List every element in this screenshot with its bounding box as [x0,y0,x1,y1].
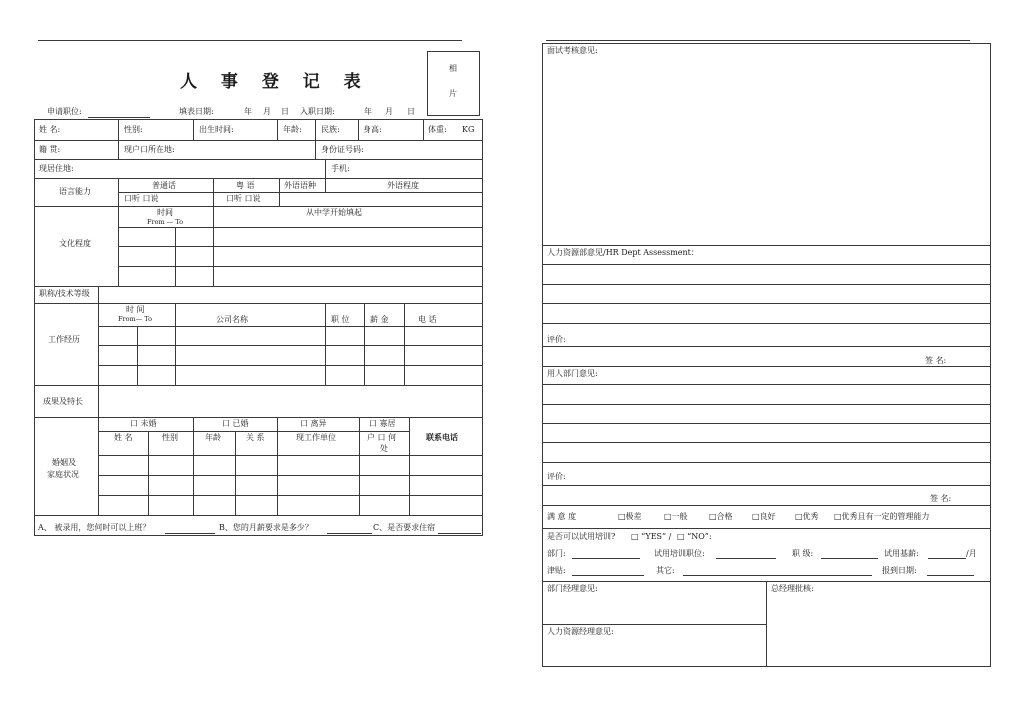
weight-unit: KG [462,125,475,134]
date-year: 年 [244,107,252,116]
date-day: 日 [281,107,289,116]
mandarin-checkboxes[interactable]: 口听 口说 [124,194,159,203]
form-title: 人 事 登 记 表 [180,72,370,92]
question-c-field[interactable] [438,533,481,534]
question-a-field[interactable] [165,533,215,534]
married-checkbox[interactable]: 口 已婚 [222,419,249,428]
position-applied-label: 申请职位: [47,107,82,116]
gm-approval-label: 总经理批核: [771,584,814,593]
dept-manager-label: 部门经理意见: [547,584,598,593]
achievements-label: 成果及特长 [43,397,83,406]
allowance-field[interactable] [572,575,644,576]
unmarried-checkbox[interactable]: 口 未婚 [130,419,157,428]
weight-label: 体重: [428,125,447,134]
mobile-label: 手机: [331,164,350,173]
satisfaction-label: 满 意 度 [547,512,577,521]
trial-base-salary-label: 试用基薪: [884,549,919,558]
trial-yes-checkbox[interactable]: □ “YES” / [631,532,672,541]
trial-grade-label: 职 级: [792,549,814,558]
family-label: 婚姻及 [52,458,76,467]
position-applied-field[interactable] [88,117,150,118]
mandarin-label: 普通话 [152,181,176,190]
family-residence-header: 处 [380,444,388,453]
dept-opinion-label: 用人部门意见: [547,369,598,378]
photo-box[interactable] [427,51,480,116]
height-label: 身高: [363,125,382,134]
other-field[interactable] [683,575,872,576]
question-c: C、是否要求住宿 [373,523,436,532]
trial-dept-label: 部门: [547,549,566,558]
trial-question: 是否可以试用培训? [547,532,616,541]
report-date-field[interactable] [927,575,974,576]
trial-post-label: 试用培训职位: [654,549,705,558]
family-age-header: 年龄 [205,433,221,442]
education-time-header: 时间 [157,208,173,217]
work-post-header: 职 位 [331,315,350,324]
trial-no-checkbox[interactable]: □ “NO”: [677,532,712,541]
interview-label: 面试考核意见: [547,46,598,55]
native-place-label: 籍 贯: [39,145,61,154]
question-b-field[interactable] [327,533,372,534]
fill-date-label: 填表日期: [179,107,214,116]
allowance-label: 津贴: [547,566,566,575]
satisfaction-option-excellent-manager[interactable]: □优秀且有一定的管理能力 [834,512,930,521]
dept-evaluation-label: 评价: [547,472,566,481]
satisfaction-option-good[interactable]: □良好 [752,512,776,521]
ethnicity-label: 民族: [321,125,340,134]
gender-label: 性别: [124,125,143,134]
hukou-label: 现户口所在地: [124,145,175,154]
report-date-label: 报到日期: [882,566,917,575]
cantonese-label: 粤 语 [236,181,255,190]
trial-grade-field[interactable] [821,558,878,559]
family-relation-header: 关 系 [246,433,265,442]
age-label: 年龄: [283,125,302,134]
satisfaction-option-fair[interactable]: □一般 [664,512,688,521]
title-level-label: 职称/技术等级 [39,289,90,298]
widowed-checkbox[interactable]: 口 寡居 [369,419,396,428]
divorced-checkbox[interactable]: 口 离异 [300,419,327,428]
work-company-header: 公司名称 [216,315,248,324]
assessment-table [542,43,991,667]
satisfaction-option-pass[interactable]: □合格 [709,512,733,521]
dept-signature-label: 签 名: [930,494,952,503]
work-from-to: From— To [118,315,153,323]
hr-manager-label: 人力资源经理意见: [547,627,614,636]
hr-assessment-label: 人力资源部意见/HR Dept Assessment： [547,248,699,257]
family-employer-header: 现工作单位 [296,433,336,442]
trial-base-salary-field[interactable] [928,558,966,559]
date-day: 日 [407,107,415,116]
photo-label: 片 [449,89,457,98]
education-from-to: From — To [147,218,184,226]
trial-post-field[interactable] [716,558,776,559]
entry-date-label: 入职日期: [300,107,335,116]
satisfaction-option-excellent[interactable]: □优秀 [795,512,819,521]
photo-label: 相 [449,64,457,73]
education-label: 文化程度 [59,239,91,248]
per-month-label: /月 [966,549,977,558]
question-a: A、 被录用，您何时可以上班？ [38,523,151,532]
top-rule [546,40,970,41]
work-salary-header: 薪 金 [370,315,389,324]
foreign-level-label: 外语程度 [387,181,419,190]
date-month: 月 [385,107,393,116]
birth-date-label: 出生时间: [199,125,234,134]
contact-phone-header: 联系电话 [426,432,458,442]
foreign-language-label: 外语语种 [284,181,316,190]
family-gender-header: 性别 [162,433,178,442]
question-b: B、您的月薪要求是多少？ [219,523,313,532]
trial-dept-field[interactable] [572,558,640,559]
hr-signature-label: 签 名: [925,356,947,365]
id-number-label: 身份证号码: [321,145,364,154]
family-label: 家庭状况 [47,470,79,479]
satisfaction-option-very-poor[interactable]: □极差 [618,512,642,521]
work-history-label: 工作经历 [48,335,80,344]
date-year: 年 [364,107,372,116]
date-month: 月 [263,107,271,116]
cantonese-checkboxes[interactable]: 口听 口说 [226,194,261,203]
other-label: 其它: [656,566,675,575]
work-phone-header: 电 话 [418,315,437,324]
address-label: 现居住地: [39,164,74,173]
family-name-header: 姓 名 [114,433,133,442]
language-label: 语言能力 [59,187,91,196]
name-label: 姓 名: [39,125,61,134]
education-start-note: 从中学开始填起 [306,208,362,217]
hr-evaluation-label: 评价: [547,335,566,344]
family-residence-header: 户 口 何 [367,433,397,442]
work-time-header: 时 间 [126,305,145,314]
top-rule [38,40,462,41]
